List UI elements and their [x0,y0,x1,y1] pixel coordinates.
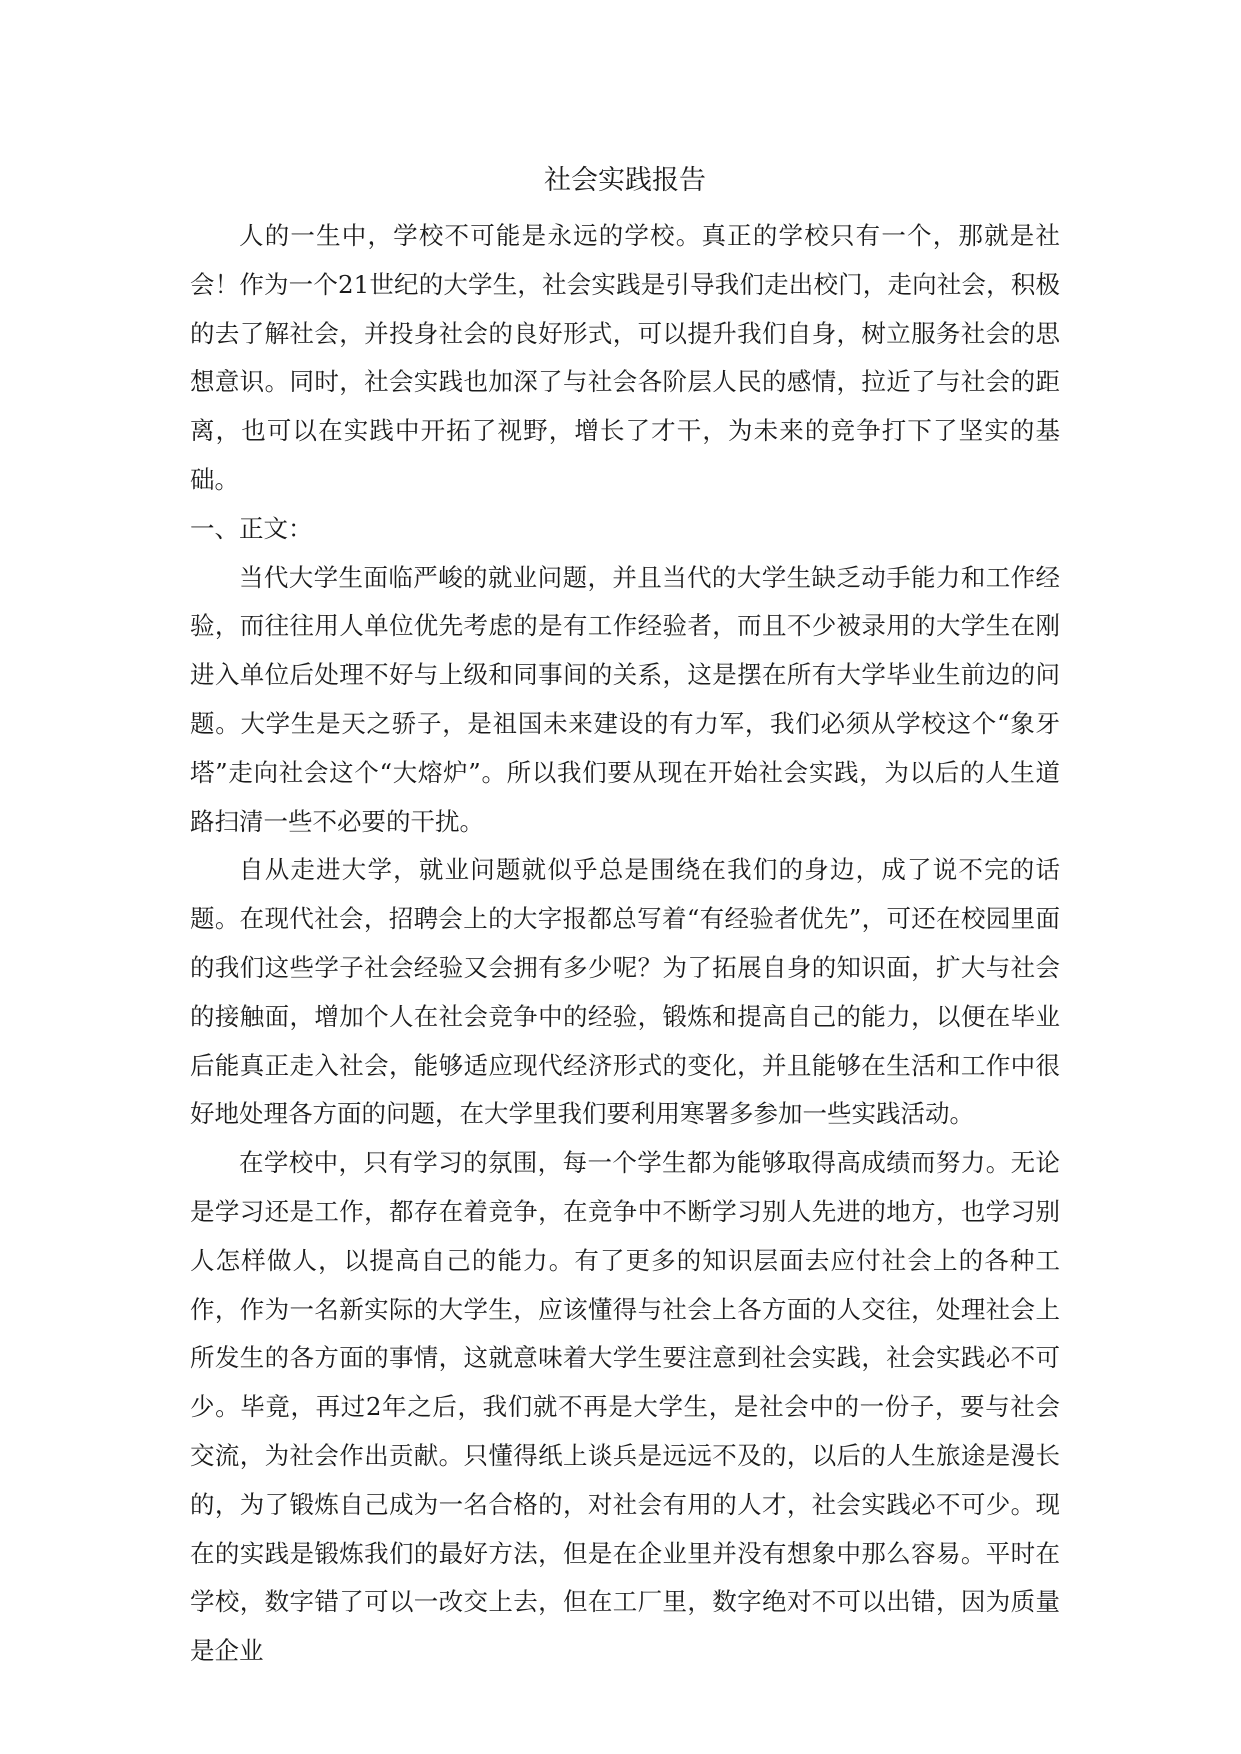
body-paragraph: 自从走进大学，就业问题就似乎总是围绕在我们的身边，成了说不完的话题。在现代社会，招聘会上的大字报都总写着“有经验者优先”，可还在校园里面的我们这些学子社会经验又会拥有多少呢？为了拓展自身的知识面，扩大与社会的接触面，增加个人在社会竞争中的经验，锻炼和提高自己的能力，以便在毕业后能真正走入社会，能够适应现代经济形式的变化，并且能够在生活和工作中很好地处理各方面的问题，在大学里我们要利用寒署多参加一些实践活动。 [190,855,1060,1129]
section-heading: 一、正文： [190,513,313,543]
body-paragraph: 当代大学生面临严峻的就业问题，并且当代的大学生缺乏动手能力和工作经验，而往往用人单位优先考虑的是有工作经验者，而且不少被录用的大学生在刚进入单位后处理不好与上级和同事间的关系，这是摆在所有大学毕业生前边的问题。大学生是天之骄子，是祖国未来建设的有力军，我们必须从学校这个“象牙塔”走向社会这个“大熔炉”。所以我们要从现在开始社会实践，为以后的人生道路扫清一些不必要的干扰。 [190,562,1060,836]
body-paragraph: 在学校中，只有学习的氛围，每一个学生都为能够取得高成绩而努力。无论是学习还是工作，都存在着竞争，在竞争中不断学习别人先进的地方，也学习别人怎样做人，以提高自己的能力。有了更多的知识层面去应付社会上的各种工作，作为一名新实际的大学生，应该懂得与社会上各方面的人交往，处理社会上所发生的各方面的事情，这就意味着大学生要注意到社会实践，社会实践必不可少。毕竟，再过2年之后，我们就不再是大学生，是社会中的一份子，要与社会交流，为社会作出贡献。只懂得纸上谈兵是远远不及的，以后的人生旅途是漫长的，为了锻炼自己成为一名合格的，对社会有用的人才，社会实践必不可少。现在的实践是锻炼我们的最好方法，但是在企业里并没有想象中那么容易。平时在学校，数字错了可以一改交上去，但在工厂里，数字绝对不可以出错，因为质量是企业 [190,1148,1060,1666]
document-title: 社会实践报告 [544,165,706,196]
document-body [190,160,1060,1676]
intro-paragraph: 人的一生中，学校不可能是永远的学校。真正的学校只有一个，那就是社会！作为一个21世纪的大学生，社会实践是引导我们走出校门，走向社会，积极的去了解社会，并投身社会的良好形式，可以提升我们自身，树立服务社会的思想意识。同时，社会实践也加深了与社会各阶层人民的感情，拉近了与社会的距离，也可以在实践中开拓了视野，增长了才干，为未来的竞争打下了坚实的基础。 [190,221,1060,494]
